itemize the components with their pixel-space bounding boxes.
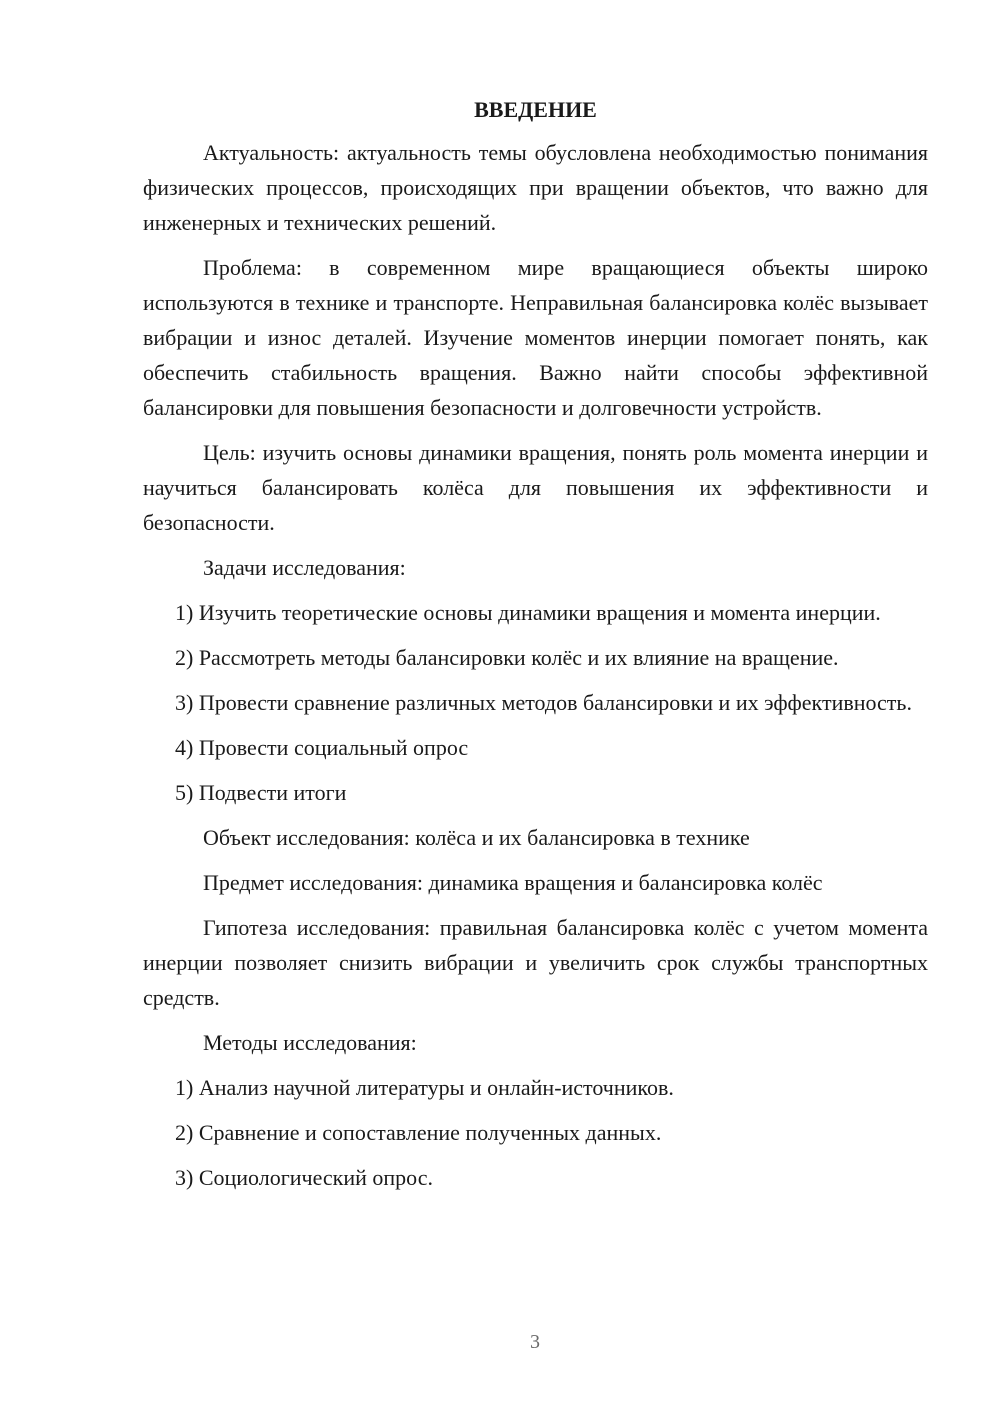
task-item-2: 2) Рассмотреть методы балансировки колёс и их влияние на вращение. — [175, 645, 839, 670]
page-number: 3 — [530, 1331, 540, 1353]
relevance-paragraph: Актуальность: актуальность темы обусловлена необходимостью понимания физических процессов, происходящих при вращении объектов, что важно для инженерных и технических решений. — [143, 140, 928, 235]
methods-heading: Методы исследования: — [203, 1030, 417, 1055]
task-item-1: 1) Изучить теоретические основы динамики вращения и момента инерции. — [175, 600, 881, 625]
object-paragraph: Объект исследования: колёса и их балансировка в технике — [203, 825, 750, 850]
method-item-1: 1) Анализ научной литературы и онлайн-источников. — [175, 1075, 674, 1100]
method-item-2: 2) Сравнение и сопоставление полученных данных. — [175, 1120, 662, 1145]
page-title: ВВЕДЕНИЕ — [474, 97, 597, 122]
task-item-3: 3) Провести сравнение различных методов балансировки и их эффективность. — [175, 690, 912, 715]
task-item-5: 5) Подвести итоги — [175, 780, 347, 805]
hypothesis-paragraph: Гипотеза исследования: правильная балансировка колёс с учетом момента инерции позволяет снизить вибрации и увеличить срок службы транспортных средств. — [143, 915, 928, 1010]
document-page — [143, 92, 928, 1205]
goal-paragraph: Цель: изучить основы динамики вращения, понять роль момента инерции и научиться балансировать колёса для повышения их эффективности и безопасности. — [143, 440, 928, 535]
tasks-heading: Задачи исследования: — [203, 555, 406, 580]
subject-paragraph: Предмет исследования: динамика вращения и балансировка колёс — [203, 870, 823, 895]
method-item-3: 3) Социологический опрос. — [175, 1165, 433, 1190]
problem-paragraph: Проблема: в современном мире вращающиеся объекты широко используются в технике и транспорте. Неправильная балансировка колёс вызывает вибрации и износ деталей. Изучение моментов инерции помогает понять, как обеспечить стабильность вращения. Важно найти способы эффективной балансировки для повышения безопасности и долговечности устройств. — [143, 255, 928, 420]
task-item-4: 4) Провести социальный опрос — [175, 735, 469, 760]
